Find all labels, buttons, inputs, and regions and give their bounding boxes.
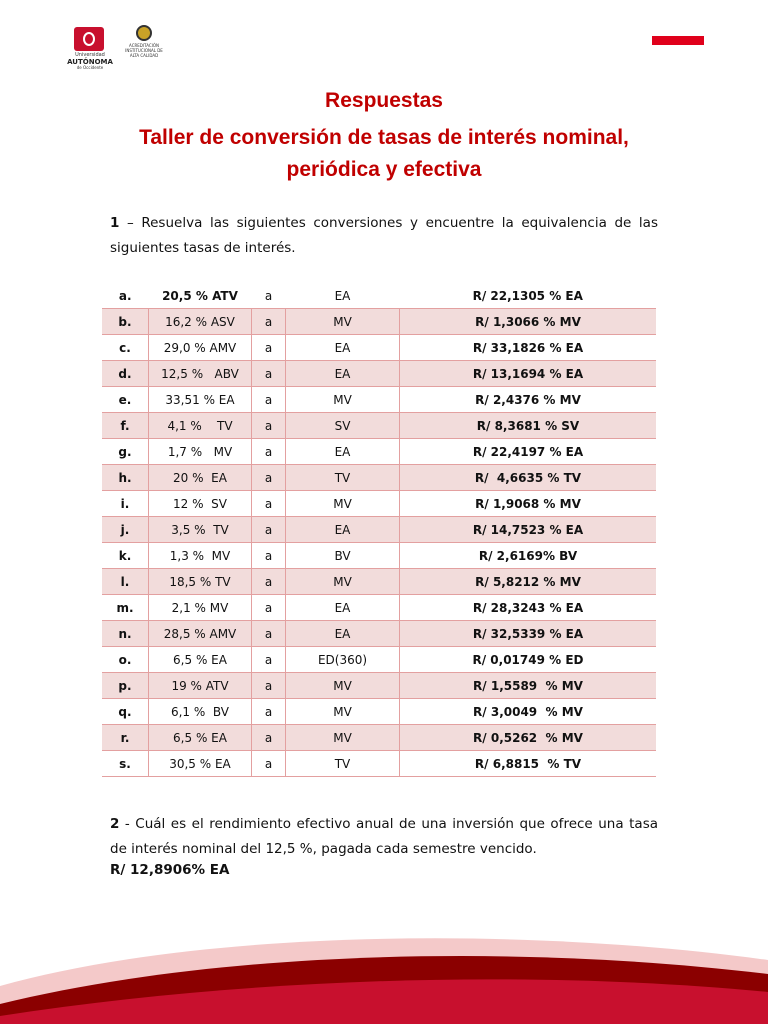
table-row bbox=[102, 465, 656, 491]
table-row bbox=[102, 361, 656, 387]
row-answer: R/ 3,0049 % MV bbox=[400, 699, 657, 725]
row-target: BV bbox=[286, 543, 400, 569]
row-answer: R/ 6,8815 % TV bbox=[400, 751, 657, 777]
row-rate: 12 % SV bbox=[149, 491, 252, 517]
row-target: TV bbox=[286, 751, 400, 777]
row-a: a bbox=[252, 439, 286, 465]
row-a: a bbox=[252, 517, 286, 543]
row-rate: 4,1 % TV bbox=[149, 413, 252, 439]
row-letter: a. bbox=[102, 283, 149, 309]
row-letter: o. bbox=[102, 647, 149, 673]
row-a: a bbox=[252, 543, 286, 569]
row-rate: 6,5 % EA bbox=[149, 725, 252, 751]
row-answer: R/ 13,1694 % EA bbox=[400, 361, 657, 387]
row-answer: R/ 14,7523 % EA bbox=[400, 517, 657, 543]
table-row bbox=[102, 491, 656, 517]
row-target: MV bbox=[286, 309, 400, 335]
row-answer: R/ 2,4376 % MV bbox=[400, 387, 657, 413]
row-target: MV bbox=[286, 387, 400, 413]
row-a: a bbox=[252, 595, 286, 621]
row-letter: q. bbox=[102, 699, 149, 725]
row-letter: j. bbox=[102, 517, 149, 543]
row-rate: 3,5 % TV bbox=[149, 517, 252, 543]
row-target: MV bbox=[286, 725, 400, 751]
row-letter: d. bbox=[102, 361, 149, 387]
row-target: EA bbox=[286, 335, 400, 361]
row-answer: R/ 0,01749 % ED bbox=[400, 647, 657, 673]
title-line2: Taller de conversión de tasas de interés nominal, bbox=[139, 126, 629, 149]
row-rate: 6,5 % EA bbox=[149, 647, 252, 673]
row-a: a bbox=[252, 465, 286, 491]
row-answer: R/ 22,1305 % EA bbox=[400, 283, 657, 309]
table-row bbox=[102, 699, 656, 725]
logo-line1: Universidad bbox=[75, 52, 105, 58]
question-2 bbox=[110, 812, 658, 862]
row-target: EA bbox=[286, 283, 400, 309]
table-row bbox=[102, 387, 656, 413]
row-letter: n. bbox=[102, 621, 149, 647]
row-answer: R/ 28,3243 % EA bbox=[400, 595, 657, 621]
table-row bbox=[102, 283, 656, 309]
table-row bbox=[102, 647, 656, 673]
table-row bbox=[102, 673, 656, 699]
row-target: SV bbox=[286, 413, 400, 439]
accreditation-text: ACREDITACIÓN INSTITUCIONAL DE ALTA CALIDAD bbox=[125, 43, 163, 58]
row-target: MV bbox=[286, 491, 400, 517]
table-row bbox=[102, 413, 656, 439]
table-row bbox=[102, 335, 656, 361]
row-answer: R/ 4,6635 % TV bbox=[400, 465, 657, 491]
row-rate: 30,5 % EA bbox=[149, 751, 252, 777]
header-red-bar bbox=[652, 36, 704, 45]
conversion-table bbox=[102, 283, 656, 777]
row-target: TV bbox=[286, 465, 400, 491]
question-2-number: 2 bbox=[110, 816, 120, 832]
logo-line2: AUTÓNOMA bbox=[67, 58, 113, 66]
row-rate: 6,1 % BV bbox=[149, 699, 252, 725]
row-rate: 28,5 % AMV bbox=[149, 621, 252, 647]
row-letter: c. bbox=[102, 335, 149, 361]
row-letter: i. bbox=[102, 491, 149, 517]
question-1-number: 1 bbox=[110, 215, 120, 231]
row-letter: e. bbox=[102, 387, 149, 413]
row-letter: r. bbox=[102, 725, 149, 751]
table-row bbox=[102, 569, 656, 595]
table-row bbox=[102, 309, 656, 335]
title-line1: Respuestas bbox=[325, 89, 443, 112]
row-rate: 33,51 % EA bbox=[149, 387, 252, 413]
row-answer: R/ 1,3066 % MV bbox=[400, 309, 657, 335]
footer-wave bbox=[0, 930, 768, 1024]
table-row bbox=[102, 517, 656, 543]
logo-line3: de Occidente bbox=[76, 65, 104, 70]
row-letter: g. bbox=[102, 439, 149, 465]
row-target: EA bbox=[286, 621, 400, 647]
row-answer: R/ 2,6169% BV bbox=[400, 543, 657, 569]
row-a: a bbox=[252, 387, 286, 413]
row-a: a bbox=[252, 647, 286, 673]
row-letter: p. bbox=[102, 673, 149, 699]
row-rate: 18,5 % TV bbox=[149, 569, 252, 595]
row-answer: R/ 5,8212 % MV bbox=[400, 569, 657, 595]
table-row bbox=[102, 595, 656, 621]
university-logo bbox=[64, 25, 116, 69]
row-target: MV bbox=[286, 699, 400, 725]
row-rate: 19 % ATV bbox=[149, 673, 252, 699]
row-rate: 29,0 % AMV bbox=[149, 335, 252, 361]
row-target: EA bbox=[286, 439, 400, 465]
university-logo-mark bbox=[74, 27, 104, 51]
question-1-text: – Resuelva las siguientes conversiones y encuentre la equivalencia de las siguientes tasas de interés. bbox=[110, 215, 658, 256]
row-rate: 20,5 % ATV bbox=[149, 283, 252, 309]
row-a: a bbox=[252, 491, 286, 517]
row-a: a bbox=[252, 309, 286, 335]
row-target: EA bbox=[286, 361, 400, 387]
title-line3: periódica y efectiva bbox=[286, 158, 482, 181]
row-rate: 1,7 % MV bbox=[149, 439, 252, 465]
row-letter: k. bbox=[102, 543, 149, 569]
row-rate: 12,5 % ABV bbox=[149, 361, 252, 387]
row-rate: 20 % EA bbox=[149, 465, 252, 491]
accreditation-logo bbox=[124, 25, 164, 71]
row-letter: f. bbox=[102, 413, 149, 439]
row-a: a bbox=[252, 335, 286, 361]
row-target: ED(360) bbox=[286, 647, 400, 673]
question-2-text: - Cuál es el rendimiento efectivo anual de una inversión que ofrece una tasa de interés nominal del 12,5 %, pagada cada semestre vencido. bbox=[110, 816, 658, 857]
row-a: a bbox=[252, 751, 286, 777]
row-answer: R/ 32,5339 % EA bbox=[400, 621, 657, 647]
row-letter: s. bbox=[102, 751, 149, 777]
row-answer: R/ 22,4197 % EA bbox=[400, 439, 657, 465]
row-a: a bbox=[252, 621, 286, 647]
table-row bbox=[102, 621, 656, 647]
row-answer: R/ 1,5589 % MV bbox=[400, 673, 657, 699]
row-rate: 2,1 % MV bbox=[149, 595, 252, 621]
row-target: EA bbox=[286, 517, 400, 543]
question-2-answer: R/ 12,8906% EA bbox=[110, 862, 230, 878]
row-a: a bbox=[252, 413, 286, 439]
row-letter: m. bbox=[102, 595, 149, 621]
row-a: a bbox=[252, 699, 286, 725]
row-a: a bbox=[252, 569, 286, 595]
row-answer: R/ 0,5262 % MV bbox=[400, 725, 657, 751]
row-target: MV bbox=[286, 569, 400, 595]
row-a: a bbox=[252, 673, 286, 699]
table-row bbox=[102, 543, 656, 569]
row-letter: b. bbox=[102, 309, 149, 335]
row-a: a bbox=[252, 361, 286, 387]
question-1 bbox=[110, 211, 658, 261]
row-target: MV bbox=[286, 673, 400, 699]
table-row bbox=[102, 725, 656, 751]
row-target: EA bbox=[286, 595, 400, 621]
accreditation-seal-icon bbox=[136, 25, 152, 41]
row-letter: l. bbox=[102, 569, 149, 595]
row-a: a bbox=[252, 283, 286, 309]
row-answer: R/ 1,9068 % MV bbox=[400, 491, 657, 517]
row-rate: 16,2 % ASV bbox=[149, 309, 252, 335]
table-row bbox=[102, 751, 656, 777]
table-row bbox=[102, 439, 656, 465]
row-rate: 1,3 % MV bbox=[149, 543, 252, 569]
row-letter: h. bbox=[102, 465, 149, 491]
row-answer: R/ 8,3681 % SV bbox=[400, 413, 657, 439]
row-answer: R/ 33,1826 % EA bbox=[400, 335, 657, 361]
row-a: a bbox=[252, 725, 286, 751]
